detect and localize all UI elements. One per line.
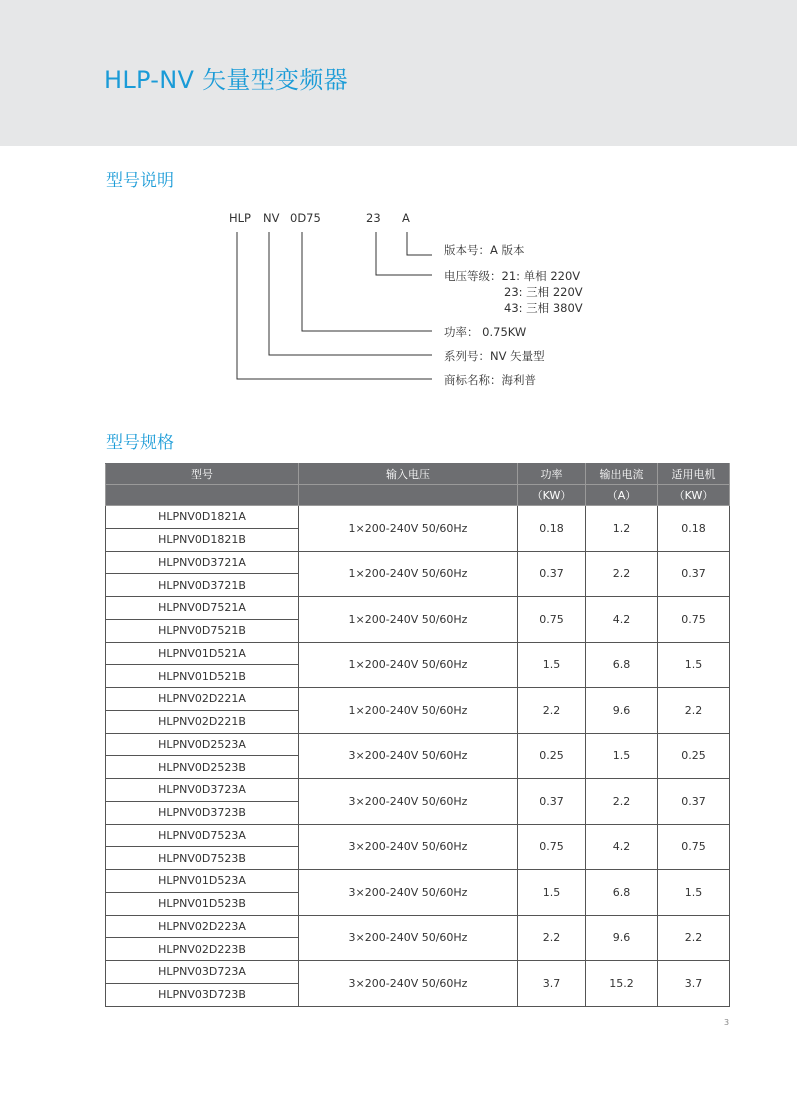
table-row xyxy=(106,597,730,620)
voltage-cell: 3×200-240V 50/60Hz xyxy=(299,915,518,961)
spec-table-body xyxy=(106,506,730,1007)
current-cell: 1.5 xyxy=(586,733,658,779)
table-row xyxy=(106,688,730,711)
model-cell: HLPNV0D3721B xyxy=(106,574,299,597)
motor-cell: 1.5 xyxy=(658,642,730,688)
legend-power: 功率： 0.75KW xyxy=(444,325,527,339)
motor-cell: 2.2 xyxy=(658,915,730,961)
voltage-cell: 1×200-240V 50/60Hz xyxy=(299,597,518,643)
spec-table xyxy=(105,463,730,1007)
unit-input-voltage xyxy=(299,485,518,506)
code-part-voltage: 23 xyxy=(366,211,381,225)
model-cell: HLPNV03D723A xyxy=(106,961,299,984)
current-cell: 2.2 xyxy=(586,551,658,597)
motor-cell: 2.2 xyxy=(658,688,730,734)
motor-cell: 3.7 xyxy=(658,961,730,1007)
code-part-power: 0D75 xyxy=(290,211,321,225)
power-cell: 0.37 xyxy=(518,551,586,597)
current-cell: 9.6 xyxy=(586,688,658,734)
model-cell: HLPNV01D523A xyxy=(106,870,299,893)
model-cell: HLPNV02D221A xyxy=(106,688,299,711)
model-cell: HLPNV0D2523A xyxy=(106,733,299,756)
model-cell: HLPNV01D523B xyxy=(106,892,299,915)
header-input-voltage: 输入电压 xyxy=(299,464,518,485)
header-model: 型号 xyxy=(106,464,299,485)
model-code-diagram xyxy=(0,0,797,420)
voltage-cell: 3×200-240V 50/60Hz xyxy=(299,961,518,1007)
voltage-cell: 3×200-240V 50/60Hz xyxy=(299,733,518,779)
voltage-cell: 1×200-240V 50/60Hz xyxy=(299,688,518,734)
current-cell: 2.2 xyxy=(586,779,658,825)
model-cell: HLPNV01D521A xyxy=(106,642,299,665)
header-power: 功率 xyxy=(518,464,586,485)
model-cell: HLPNV0D3723A xyxy=(106,779,299,802)
model-cell: HLPNV0D3721A xyxy=(106,551,299,574)
table-row xyxy=(106,506,730,529)
motor-cell: 0.75 xyxy=(658,824,730,870)
unit-motor: （KW） xyxy=(658,485,730,506)
table-row xyxy=(106,642,730,665)
model-cell: HLPNV0D7521A xyxy=(106,597,299,620)
unit-power: （KW） xyxy=(518,485,586,506)
table-row xyxy=(106,870,730,893)
code-part-version: A xyxy=(402,211,410,225)
model-cell: HLPNV02D223A xyxy=(106,915,299,938)
model-cell: HLPNV0D2523B xyxy=(106,756,299,779)
leader-line-series xyxy=(269,232,432,355)
page-number: 3 xyxy=(724,1018,730,1027)
model-cell: HLPNV03D723B xyxy=(106,983,299,1006)
code-part-series: NV xyxy=(263,211,280,225)
motor-cell: 0.18 xyxy=(658,506,730,552)
table-row xyxy=(106,733,730,756)
current-cell: 15.2 xyxy=(586,961,658,1007)
section-heading-model-explanation: 型号说明 xyxy=(106,171,174,191)
table-row xyxy=(106,779,730,802)
model-cell: HLPNV01D521B xyxy=(106,665,299,688)
document-title: HLP-NV 矢量型变频器 xyxy=(104,66,348,94)
model-cell: HLPNV0D1821A xyxy=(106,506,299,529)
power-cell: 1.5 xyxy=(518,642,586,688)
motor-cell: 0.25 xyxy=(658,733,730,779)
header-output-current: 输出电流 xyxy=(586,464,658,485)
table-row xyxy=(106,551,730,574)
model-cell: HLPNV02D221B xyxy=(106,710,299,733)
voltage-cell: 1×200-240V 50/60Hz xyxy=(299,551,518,597)
model-cell: HLPNV0D7523B xyxy=(106,847,299,870)
unit-model xyxy=(106,485,299,506)
table-row xyxy=(106,824,730,847)
motor-cell: 1.5 xyxy=(658,870,730,916)
code-part-brand: HLP xyxy=(229,211,251,225)
model-cell: HLPNV02D223B xyxy=(106,938,299,961)
voltage-cell: 1×200-240V 50/60Hz xyxy=(299,506,518,552)
unit-output-current: （A） xyxy=(586,485,658,506)
leader-line-power xyxy=(302,232,432,331)
motor-cell: 0.37 xyxy=(658,779,730,825)
current-cell: 6.8 xyxy=(586,870,658,916)
legend-voltage-3: 43: 三相 380V xyxy=(504,301,583,315)
power-cell: 1.5 xyxy=(518,870,586,916)
power-cell: 3.7 xyxy=(518,961,586,1007)
current-cell: 1.2 xyxy=(586,506,658,552)
legend-version: 版本号：A 版本 xyxy=(444,243,525,257)
legend-voltage-1: 电压等级：21: 单相 220V xyxy=(444,269,581,283)
current-cell: 9.6 xyxy=(586,915,658,961)
voltage-cell: 3×200-240V 50/60Hz xyxy=(299,824,518,870)
power-cell: 0.75 xyxy=(518,824,586,870)
voltage-cell: 3×200-240V 50/60Hz xyxy=(299,779,518,825)
leader-line-voltage xyxy=(376,232,432,275)
motor-cell: 0.37 xyxy=(658,551,730,597)
legend-series: 系列号：NV 矢量型 xyxy=(444,349,545,363)
power-cell: 0.37 xyxy=(518,779,586,825)
power-cell: 0.75 xyxy=(518,597,586,643)
power-cell: 0.25 xyxy=(518,733,586,779)
model-cell: HLPNV0D1821B xyxy=(106,528,299,551)
power-cell: 0.18 xyxy=(518,506,586,552)
voltage-cell: 3×200-240V 50/60Hz xyxy=(299,870,518,916)
current-cell: 4.2 xyxy=(586,597,658,643)
leader-line-version xyxy=(407,232,432,255)
power-cell: 2.2 xyxy=(518,915,586,961)
voltage-cell: 1×200-240V 50/60Hz xyxy=(299,642,518,688)
model-cell: HLPNV0D7521B xyxy=(106,619,299,642)
current-cell: 6.8 xyxy=(586,642,658,688)
model-cell: HLPNV0D3723B xyxy=(106,801,299,824)
current-cell: 4.2 xyxy=(586,824,658,870)
legend-brand: 商标名称：海利普 xyxy=(444,373,536,387)
power-cell: 2.2 xyxy=(518,688,586,734)
leader-line-brand xyxy=(237,232,432,379)
model-cell: HLPNV0D7523A xyxy=(106,824,299,847)
table-row xyxy=(106,961,730,984)
motor-cell: 0.75 xyxy=(658,597,730,643)
legend-voltage-2: 23: 三相 220V xyxy=(504,285,583,299)
header-motor: 适用电机 xyxy=(658,464,730,485)
section-heading-model-specs: 型号规格 xyxy=(106,433,174,453)
table-row xyxy=(106,915,730,938)
